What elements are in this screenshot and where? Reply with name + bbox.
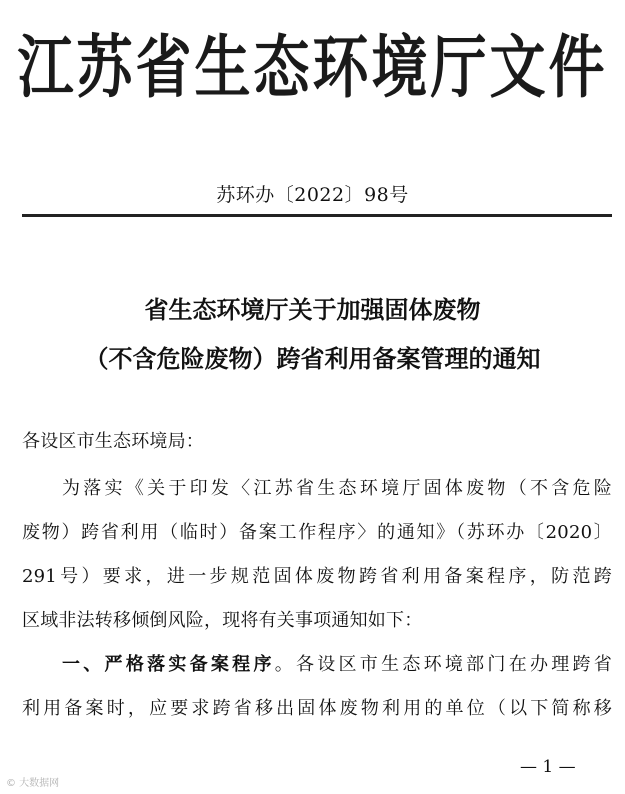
salutation: 各设区市生态环境局：	[22, 431, 204, 452]
paragraph-1-line-2: 废物）跨省利用（临时）备案工作程序〉的通知》（苏环办〔2020〕	[22, 522, 612, 543]
section-heading: 一、严格落实备案程序	[62, 654, 275, 675]
document-number: 苏环办〔2022〕98号	[216, 184, 409, 206]
masthead-title: 江苏省生态环境厅文件	[17, 28, 608, 108]
notice-title-line-2: （不含危险废物）跨省利用备案管理的通知	[84, 345, 541, 373]
paragraph-1-line-1: 为落实《关于印发〈江苏省生态环境厅固体废物（不含危险	[62, 478, 612, 499]
watermark: © 大数据网	[6, 778, 60, 789]
notice-title-line-1: 省生态环境厅关于加强固体废物	[144, 296, 481, 324]
paragraph-2-text: 。各设区市生态环境部门在办理跨省	[274, 654, 612, 675]
paragraph-1-line-4: 区域非法转移倾倒风险，现将有关事项通知如下：	[22, 610, 423, 631]
page-number: — 1 —	[520, 757, 576, 777]
paragraph-2-line-1	[62, 650, 612, 676]
paragraph-2-line-2: 利用备案时，应要求跨省移出固体废物利用的单位（以下简称移	[22, 698, 612, 719]
paragraph-1-line-3: 291号）要求，进一步规范固体废物跨省利用备案程序，防范跨	[22, 566, 612, 587]
header-divider	[22, 214, 612, 217]
